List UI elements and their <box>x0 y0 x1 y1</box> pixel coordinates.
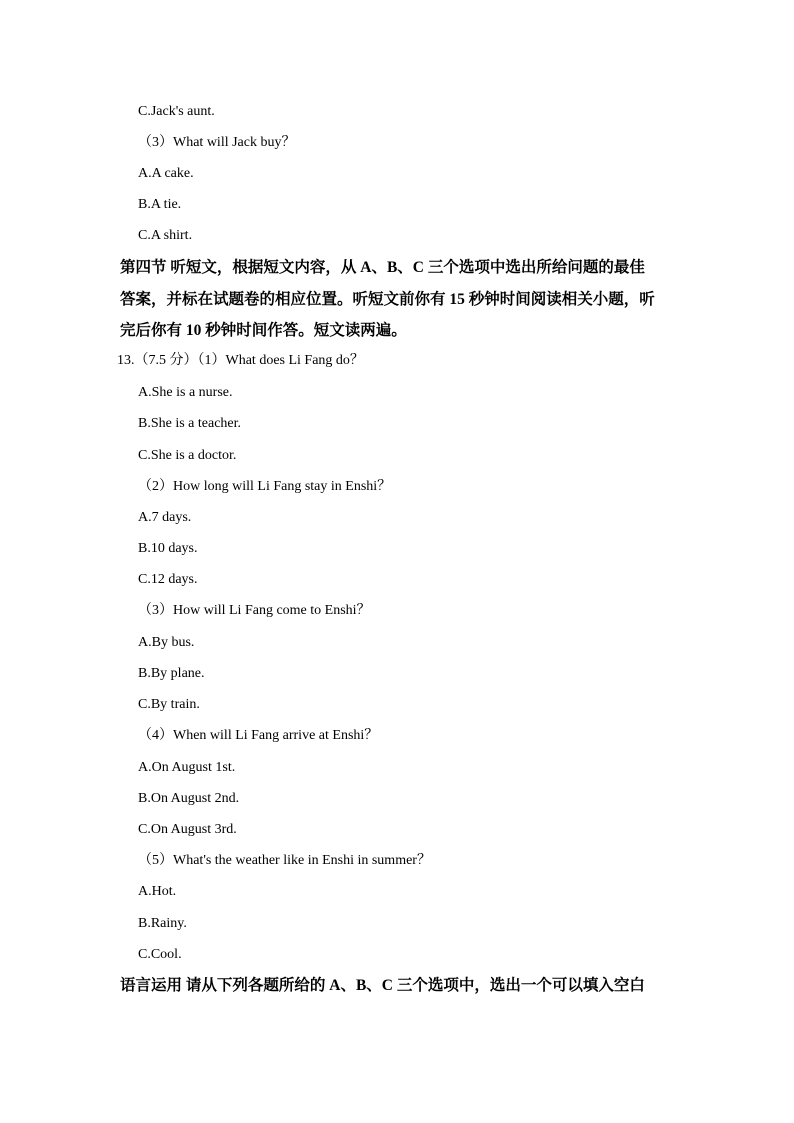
q3-option-a: A.By bus. <box>138 635 195 650</box>
question-2-stay-length: （2）How long will Li Fang stay in Enshi？ <box>138 479 392 494</box>
q5-option-b: B.Rainy. <box>138 916 187 931</box>
q1-option-a: A.She is a nurse. <box>138 385 233 400</box>
q3-option-b: B.By plane. <box>138 666 205 681</box>
q4-option-b: B.On August 2nd. <box>138 791 240 806</box>
q5-option-a: A.Hot. <box>138 884 177 899</box>
question-13-stem: 13.（7.5 分）（1）What does Li Fang do？ <box>117 353 364 368</box>
question-3-transport: （3）How will Li Fang come to Enshi？ <box>138 603 371 618</box>
question-4-arrival: （4）When will Li Fang arrive at Enshi？ <box>138 728 379 743</box>
q3-option-c: C.By train. <box>138 697 200 712</box>
q4-option-c: C.On August 3rd. <box>138 822 237 837</box>
section4-heading-line1: 第四节 听短文，根据短文内容，从 A、B、C 三个选项中选出所给问题的最佳 <box>120 259 645 276</box>
q2-option-a: A.7 days. <box>138 510 192 525</box>
option-c-jacks-aunt: C.Jack's aunt. <box>138 104 215 119</box>
q2-option-b: B.10 days. <box>138 541 198 556</box>
q1-option-c: C.She is a doctor. <box>138 448 237 463</box>
option-c-shirt: C.A shirt. <box>138 228 193 243</box>
q2-option-c: C.12 days. <box>138 572 198 587</box>
q1-option-b: B.She is a teacher. <box>138 416 242 431</box>
section4-heading-line2: 答案，并标在试题卷的相应位置。听短文前你有 15 秒钟时间阅读相关小题，听 <box>120 291 655 308</box>
section4-heading-line3: 完后你有 10 秒钟时间作答。短文读两遍。 <box>120 322 407 339</box>
q5-option-c: C.Cool. <box>138 947 182 962</box>
q4-option-a: A.On August 1st. <box>138 760 236 775</box>
language-use-heading: 语言运用 请从下列各题所给的 A、B、C 三个选项中，选出一个可以填入空白 <box>120 977 645 994</box>
option-a-cake: A.A cake. <box>138 166 194 181</box>
question-3-jack-buy: （3）What will Jack buy？ <box>138 135 296 150</box>
question-5-weather: （5）What's the weather like in Enshi in summer？ <box>138 853 431 868</box>
option-b-tie: B.A tie. <box>138 197 182 212</box>
